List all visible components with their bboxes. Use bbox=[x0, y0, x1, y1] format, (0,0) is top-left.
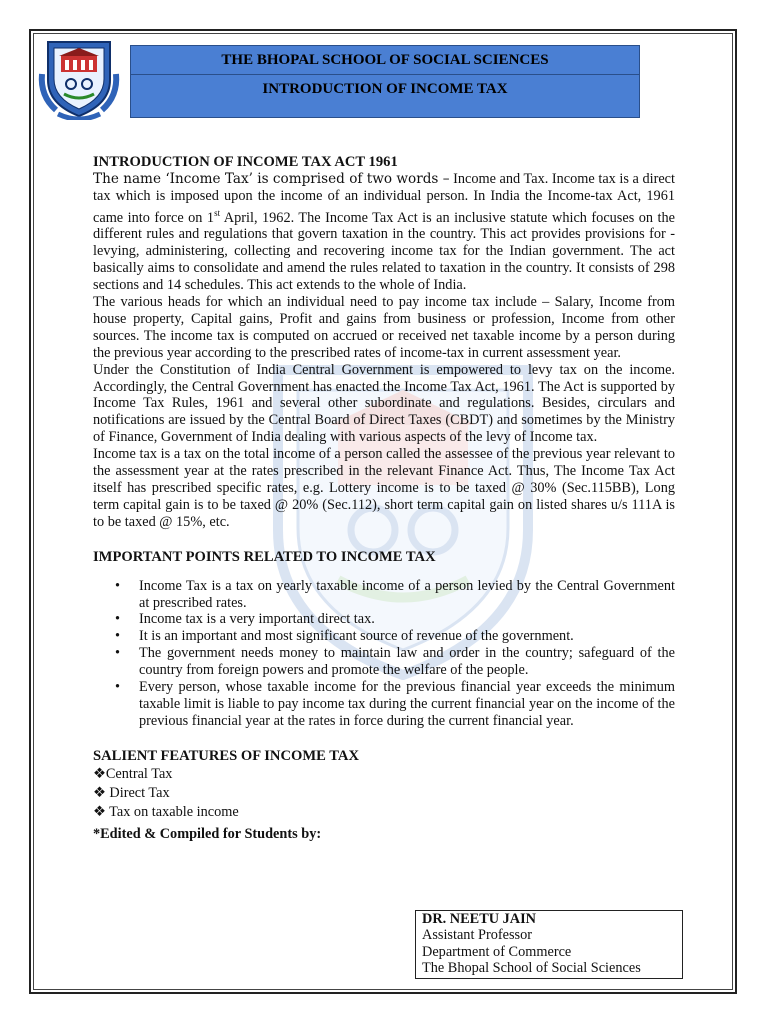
credit-line: *Edited & Compiled for Students by: bbox=[93, 825, 322, 842]
section-heading-important-points: IMPORTANT POINTS RELATED TO INCOME TAX bbox=[93, 548, 436, 565]
list-item: • Income Tax is a tax on yearly taxable income of a person levied by the Central Government at prescribed rates. bbox=[139, 578, 675, 612]
paragraph-2: The various heads for which an individual need to pay income tax include – Salary, Income from house property, Capital gains, Profit and gains from business or profession, Income from other sources. The income tax is computed on accrued or received net taxable income by a person during the previous year according to the prescribed rates of income-tax in current assessment year. bbox=[93, 294, 675, 361]
school-name: THE BHOPAL SCHOOL OF SOCIAL SCIENCES bbox=[131, 46, 639, 75]
feature-item: ❖ Tax on taxable income bbox=[93, 803, 239, 820]
list-item: • The government needs money to maintain law and order in the country; safeguard of the country from foreign powers and promote the welfare of the people. bbox=[139, 645, 675, 679]
section-heading-salient-features: SALIENT FEATURES OF INCOME TAX bbox=[93, 747, 359, 764]
list-item: • Income tax is a very important direct tax. bbox=[139, 611, 675, 628]
important-points-list bbox=[93, 578, 675, 730]
paragraph-1-text-b: April, 1962. The Income Tax Act is an inclusive statute which focuses on the different rules and regulations that govern taxation in the country. This act provides provisions for - levying, administering, collecting and recovering income tax for the Indian government. The act basically aims to consolidate and amend the rules related to taxation in the country. It consists of 298 sections and 14 schedules. This act extends to the whole of India. bbox=[93, 209, 675, 294]
list-item: • It is an important and most significant source of revenue of the government. bbox=[139, 628, 675, 645]
feature-item: ❖ Direct Tax bbox=[93, 784, 170, 801]
school-crest-icon bbox=[36, 34, 122, 120]
features-list bbox=[93, 765, 675, 822]
list-item: • Every person, whose taxable income for the previous financial year exceeds the minimum taxable limit is liable to pay income tax during the current financial year on the income of the previous financial year at the rates in force during the current financial year. bbox=[139, 679, 675, 730]
paragraph-1 bbox=[93, 171, 675, 294]
document-body bbox=[93, 154, 675, 843]
author-institution: The Bhopal School of Social Sciences bbox=[422, 960, 641, 977]
paragraph-3: Under the Constitution of India Central Government is empowered to levy tax on the income. Accordingly, the Central Government has enacted the Income Tax Act, 1961. The Act is supported by Income Tax Rules, 1961 and several other subordinate and regulations. Besides, circulars and notifications are issued by the Central Board of Direct Taxes (CBDT) and sometimes by the Ministry of Finance, Government of India dealing with various aspects of the levy of Income tax. bbox=[93, 361, 675, 446]
author-department: Department of Commerce bbox=[422, 943, 572, 960]
section-heading-intro: INTRODUCTION OF INCOME TAX ACT 1961 bbox=[93, 154, 398, 170]
header-box bbox=[130, 45, 640, 118]
paragraph-4: Income tax is a tax on the total income of a person called the assessee of the previous year relevant to the assessment year at the rates prescribed in the relevant Finance Act. Thus, The Income Tax Act itself has prescribed specific rates, e.g. Lottery income is to be taxed @ 30% (Sec.115BB), Long term capital gain is to be taxed @ 20% (Sec.112), short term capital gain on listed shares u/s 111A is to be taxed @ 15%, etc. bbox=[93, 446, 675, 530]
superscript-st: st bbox=[214, 207, 221, 218]
paragraph-1-text-a: Income and Tax. Income tax is a direct tax which is imposed upon the income of an individual person. In India the Income-tax Act, 1961 came into force on 1 bbox=[93, 170, 675, 226]
document-subtitle: INTRODUCTION OF INCOME TAX bbox=[262, 80, 508, 97]
author-name: DR. NEETU JAIN bbox=[422, 911, 536, 927]
author-title: Assistant Professor bbox=[422, 927, 533, 944]
author-box bbox=[415, 910, 683, 979]
feature-item: ❖Central Tax bbox=[93, 765, 173, 782]
paragraph-1-lead: The name ‘Income Tax’ is comprised of two words – bbox=[93, 170, 450, 187]
